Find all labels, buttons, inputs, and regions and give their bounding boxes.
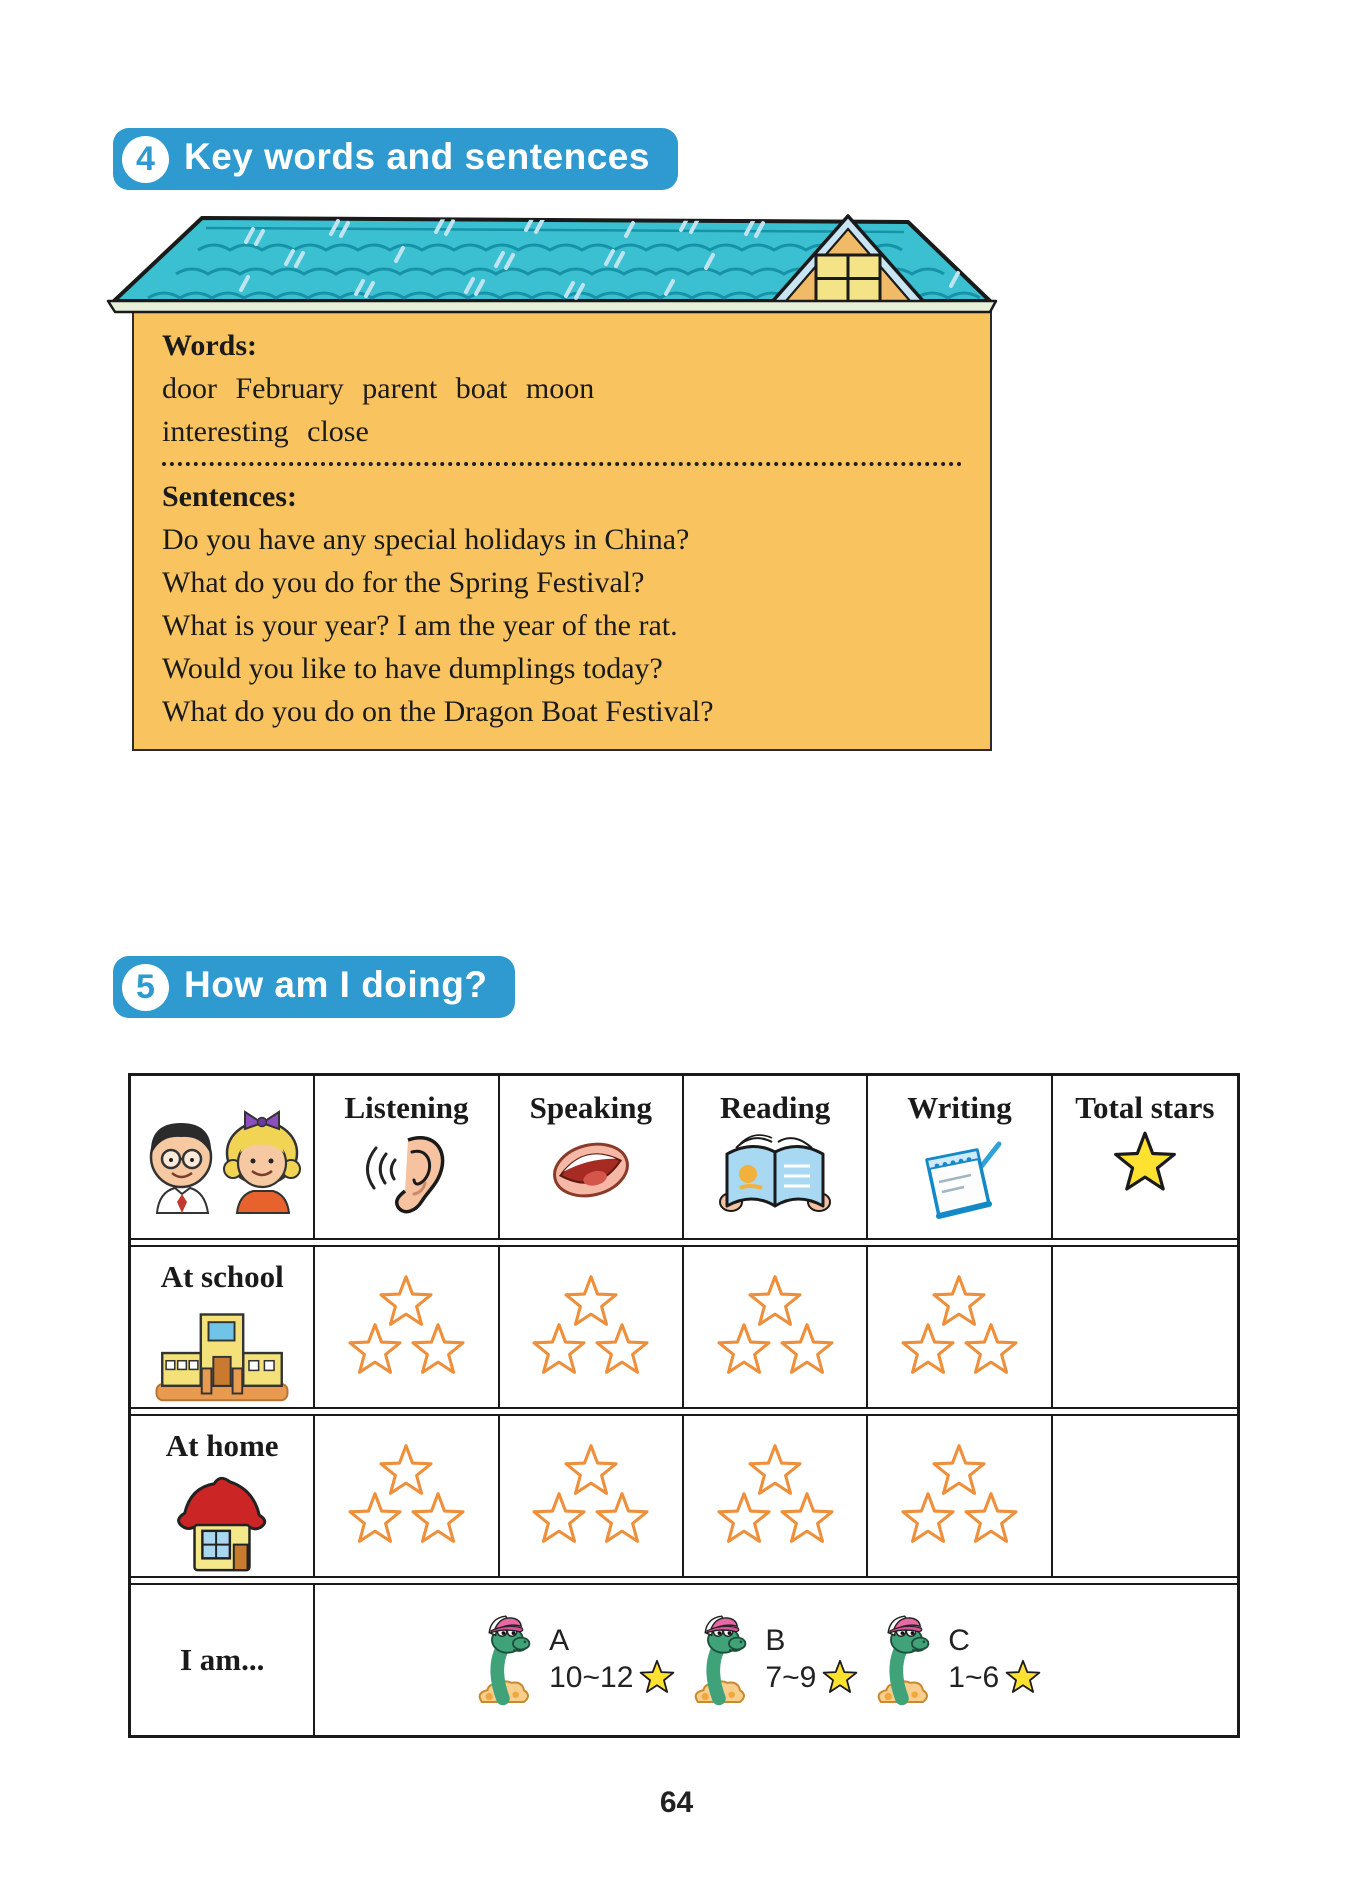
key-words-panel xyxy=(132,311,992,751)
outline-star-icon xyxy=(899,1322,957,1380)
sentence: What do you do for the Spring Festival? xyxy=(162,566,645,599)
outline-star-icon xyxy=(715,1322,773,1380)
table-corner-cell xyxy=(131,1076,315,1238)
i-am-label-cell: I am... xyxy=(131,1585,315,1735)
sentence: What do you do on the Dragon Boat Festival? xyxy=(162,695,714,728)
outline-star-icon xyxy=(962,1322,1020,1380)
column-header-listening: Listening xyxy=(315,1076,499,1238)
outline-star-icon xyxy=(778,1322,836,1380)
grade-b xyxy=(676,1608,859,1712)
outline-star-icon xyxy=(778,1491,836,1549)
self-assessment-table xyxy=(128,1073,1240,1738)
sentence: Do you have any special holidays in China? xyxy=(162,523,690,556)
section4-header xyxy=(113,128,678,190)
school-speaking-stars xyxy=(500,1247,684,1407)
sentence: Would you like to have dumplings today? xyxy=(162,652,663,685)
outline-star-icon xyxy=(593,1322,651,1380)
words-line: interesting close xyxy=(162,415,369,448)
section4-title: Key words and sentences xyxy=(184,136,650,177)
mouth-icon xyxy=(543,1130,639,1210)
grade-range: 10~12 xyxy=(549,1661,634,1694)
home-total-stars-cell xyxy=(1053,1416,1237,1576)
notebook-pen-icon xyxy=(911,1130,1007,1222)
dragon-icon xyxy=(676,1608,760,1712)
section5-number-badge: 5 xyxy=(122,964,169,1011)
column-header-total-stars: Total stars xyxy=(1053,1076,1237,1238)
column-header-writing: Writing xyxy=(868,1076,1052,1238)
house-icon xyxy=(166,1470,278,1576)
table-header-row xyxy=(131,1076,1237,1240)
open-book-icon xyxy=(714,1130,836,1218)
outline-star-icon xyxy=(530,1322,588,1380)
grades-cell xyxy=(315,1585,1237,1735)
sentence: What is your year? I am the year of the rat. xyxy=(162,609,678,642)
school-listening-stars xyxy=(315,1247,499,1407)
words-line: door February parent boat moon xyxy=(162,372,595,405)
at-home-label-cell: At home xyxy=(131,1416,315,1576)
house-roof-illustration xyxy=(106,204,998,318)
at-school-row xyxy=(131,1245,1237,1409)
grade-letter: B xyxy=(765,1624,786,1657)
home-speaking-stars xyxy=(500,1416,684,1576)
outline-star-icon xyxy=(530,1491,588,1549)
outline-star-icon xyxy=(409,1491,467,1549)
yellow-star-icon xyxy=(821,1659,859,1697)
outline-star-icon xyxy=(962,1491,1020,1549)
school-total-stars-cell xyxy=(1053,1247,1237,1407)
grade-range: 7~9 xyxy=(765,1661,817,1694)
at-home-row xyxy=(131,1414,1237,1578)
page-number: 64 xyxy=(659,1786,694,1819)
boy-girl-icon xyxy=(134,1099,310,1215)
column-header-speaking: Speaking xyxy=(500,1076,684,1238)
home-reading-stars xyxy=(684,1416,868,1576)
outline-star-icon xyxy=(346,1322,404,1380)
school-icon xyxy=(152,1301,292,1407)
grade-range: 1~6 xyxy=(948,1661,1000,1694)
column-header-reading: Reading xyxy=(684,1076,868,1238)
outline-star-icon xyxy=(593,1491,651,1549)
at-school-label-cell: At school xyxy=(131,1247,315,1407)
sentences-label: Sentences: xyxy=(162,480,297,513)
outline-star-icon xyxy=(409,1322,467,1380)
yellow-star-icon xyxy=(1111,1130,1179,1198)
home-writing-stars xyxy=(868,1416,1052,1576)
house-panel xyxy=(106,204,998,751)
ear-icon xyxy=(362,1130,450,1218)
section4-number-badge: 4 xyxy=(122,136,169,183)
outline-star-icon xyxy=(899,1491,957,1549)
grade-letter: C xyxy=(948,1624,970,1657)
outline-star-icon xyxy=(715,1491,773,1549)
section5-header xyxy=(113,956,515,1018)
yellow-star-icon xyxy=(1004,1659,1042,1697)
grade-letter: A xyxy=(549,1624,570,1657)
school-writing-stars xyxy=(868,1247,1052,1407)
school-reading-stars xyxy=(684,1247,868,1407)
dragon-icon xyxy=(859,1608,943,1712)
dragon-icon xyxy=(460,1608,544,1712)
yellow-star-icon xyxy=(638,1659,676,1697)
home-listening-stars xyxy=(315,1416,499,1576)
outline-star-icon xyxy=(346,1491,404,1549)
i-am-row xyxy=(131,1583,1237,1735)
grade-a xyxy=(460,1608,676,1712)
grade-c xyxy=(859,1608,1042,1712)
section5-title: How am I doing? xyxy=(184,964,488,1005)
words-label: Words: xyxy=(162,329,258,362)
dotted-divider xyxy=(162,453,962,466)
